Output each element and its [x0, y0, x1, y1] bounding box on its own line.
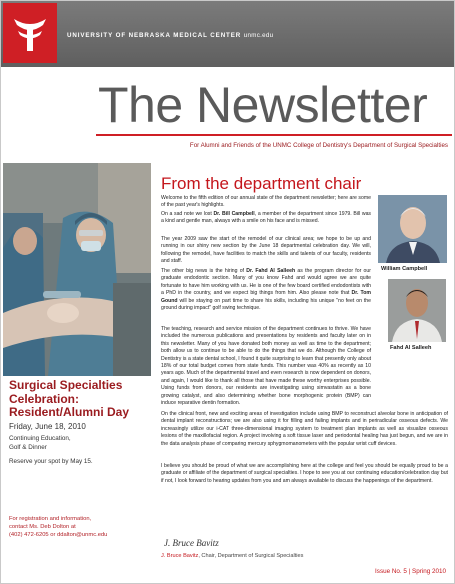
portrait-fahd-al-salleeh — [388, 279, 446, 342]
unmc-logo — [3, 3, 57, 63]
newsletter-subtitle: For Alumni and Friends of the UNMC College of Dentistry's Department of Surgical Specialties — [189, 142, 448, 149]
university-label: UNIVERSITY OF NEBRASKA MEDICAL CENTER — [67, 32, 242, 39]
contact-line-3[interactable]: (402) 472-6205 or ddalton@unmc.edu — [9, 532, 108, 538]
university-name — [67, 32, 273, 39]
surgery-photo — [3, 163, 151, 376]
portrait-william-campbell — [378, 195, 447, 263]
credit-name: J. Bruce Bavitz — [161, 553, 199, 559]
p4-name-2: Dr. Tom Gound — [161, 290, 371, 304]
unmc-emblem-icon — [10, 11, 50, 55]
p2-text-a: On a sad note we lost — [161, 211, 214, 217]
p4-name-1: Dr. Fahd Al Salleeh — [246, 268, 296, 274]
university-url[interactable]: unmc.edu — [243, 32, 274, 39]
contact-line-1: For registration and information, — [9, 516, 92, 522]
credit-title: , Chair, Department of Surgical Specialties — [198, 553, 304, 559]
contact-line-2: contact Ms. Deb Dolton at — [9, 524, 76, 530]
article-paragraph-3: The year 2009 saw the start of the remodel of our clinical area; we hope to be up and running in our shiny new section by the June 18 departmental celebration day. We will, following the remodel, have facilities to match the skills and talents of our faculty, residents and staff. — [161, 236, 371, 265]
article-paragraph-1: Welcome to the fifth edition of our annual state of the department newsletter; here are some of the past year's highlights. — [161, 195, 371, 209]
article-paragraph-6: On the clinical front, new and exciting areas of investigation include using BMP to reconstruct alveolar bone in anticipation of dental implant reconstructions; we are also using it for filling and failing implants and in periradicular osseous defects. We increasingly utilize our i-CAT three-dimensional imaging system to treatment plan implants as well as visualize osseous lesions of the maxillofacial region. A project involving a soft tissue laser and periodontal healing has just begun, and we are in the data analysis phase of comparing mercury sphygmomanometers with the popular wrist cuff devices. — [161, 411, 448, 447]
event-title: Surgical Specialties Celebration: Resident/Alumni Day — [9, 378, 130, 420]
article-paragraph-2 — [161, 211, 371, 226]
signature: J. Bruce Bavitz — [164, 538, 219, 548]
article-paragraph-7: I believe you should be proud of what we are accomplishing here at the college and feel you should be equally proud to be a graduate or affiliate of the department of surgical specialties. I hope to see you at our continuing education/celebration day but if not, I look forward to hearing updates from you and am always available to discuss the happenings of the department. — [161, 463, 448, 484]
event-line-2: Golf & Dinner — [9, 444, 47, 451]
event-reserve: Reserve your spot by May 15. — [9, 458, 93, 465]
issue-number: Issue No. 5 | Spring 2010 — [375, 568, 446, 575]
signature-credit — [161, 553, 303, 559]
event-line-1: Continuing Education, — [9, 435, 71, 442]
newsletter-title: The Newsletter — [98, 77, 428, 133]
event-contact — [9, 515, 149, 539]
p4-text-e: will be staying on part time to share his skills, including his unique "no feet on the ground during impact" golf swing technique. — [161, 297, 371, 312]
event-date: Friday, June 18, 2010 — [9, 422, 86, 431]
p2-text-c: , a member of the department since 1979. Bill was a kind and gentle man, always with a smile on his face and is missed. — [161, 211, 371, 225]
p2-name: Dr. Bill Campbell — [213, 211, 255, 217]
p4-text-a: The other big news is the hiring of — [161, 268, 247, 274]
article-paragraph-5: The teaching, research and service mission of the department continues to thrive. We have included the numerous publications and presentations by residents and faculty later on in this newsletter. Many of you have donated both money as well as time to the department; both allow us to continue to be able to do the things that we do. Although the College of Dentistry is a state dental school, I found it quite surprising to learn that presently only about 18% of our total budget comes from state funds. This number was 40% as recently as 10 years ago. Much of the departmental travel and even research is now dependent on donors, and again, I would like to thank all those that have made these worthy enterprises possible. Using funds from donors, our residents are investigating using simvastatin as a bone growing catalyst, and also determining whether bone morphogenic protein (BMP) can induce reparative dentin formation. — [161, 326, 371, 407]
caption-fahd-al-salleeh: Fahd Al Salleeh — [390, 345, 432, 351]
article-paragraph-4 — [161, 268, 371, 312]
title-divider — [96, 134, 452, 136]
masthead-bar — [1, 1, 454, 67]
caption-william-campbell: William Campbell — [381, 266, 428, 272]
article-heading: From the department chair — [161, 174, 362, 193]
p4-text-c: as the program director for our graduate endodontic section. Many of you know Fahd and would agree we are quite fortunate to have him working with us. He is one of the few board certified endodontists with a PhD in the country, and we expect big things from him. Also please note that — [161, 268, 371, 297]
